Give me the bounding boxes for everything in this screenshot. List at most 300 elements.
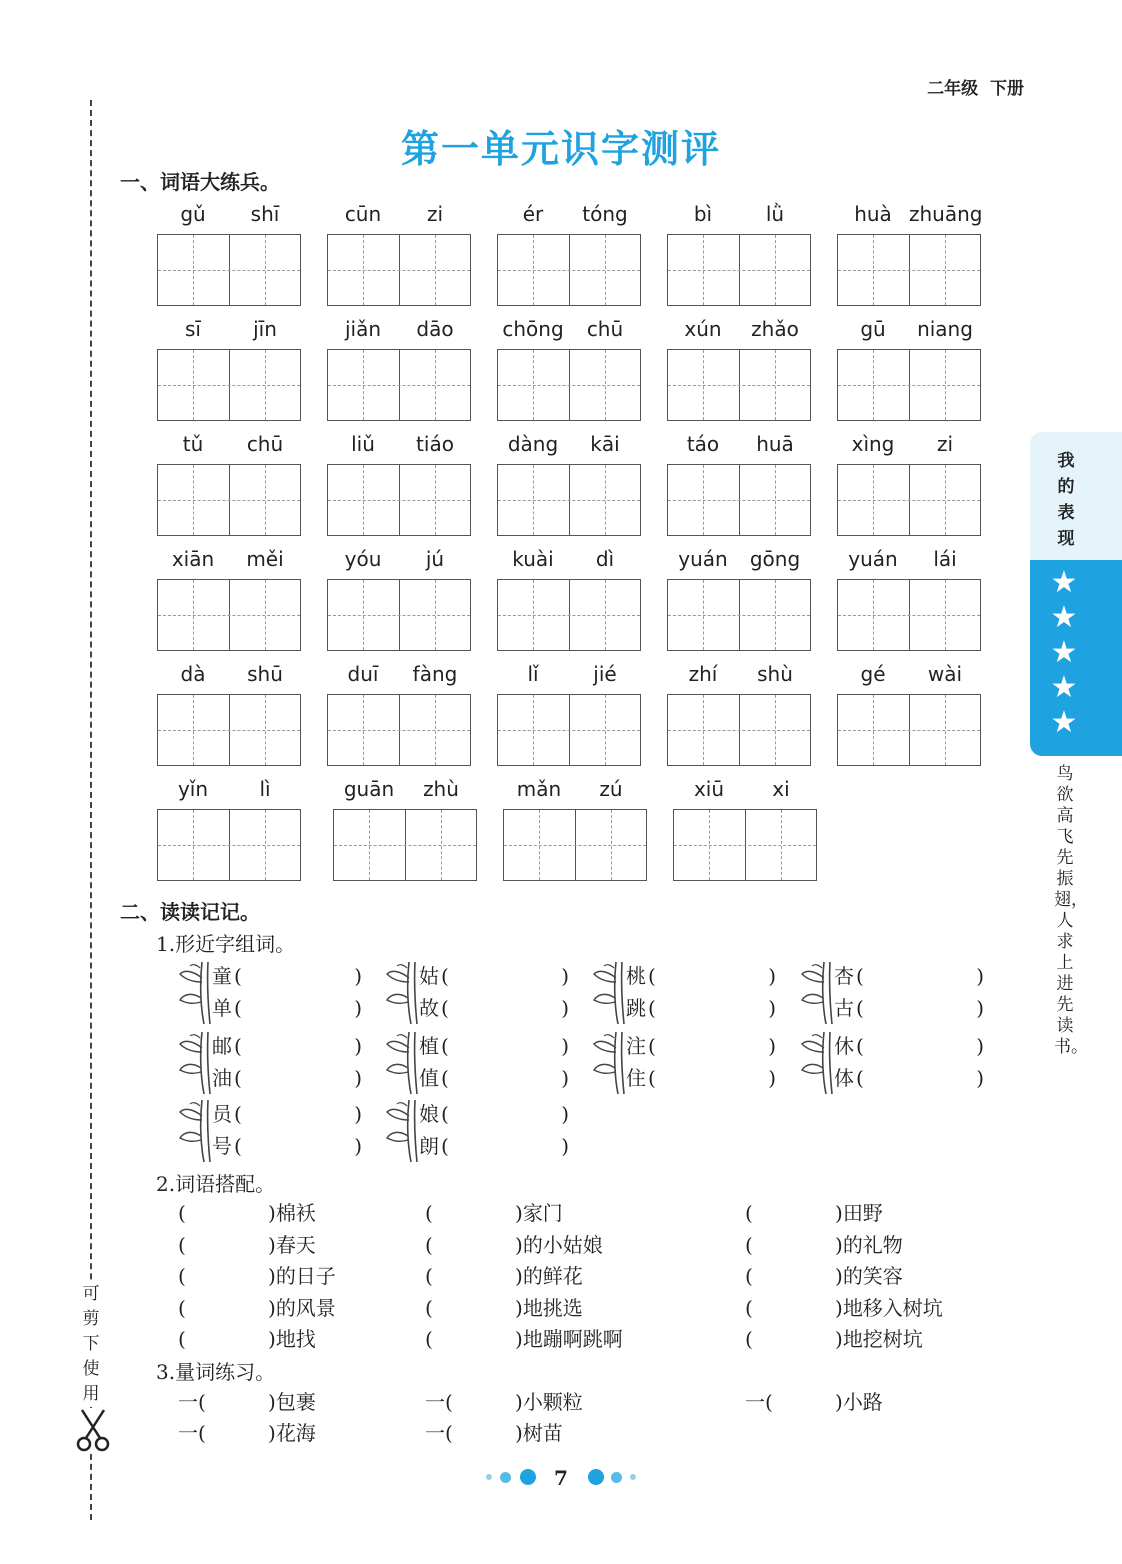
word-blank[interactable] [212,992,362,1024]
char: 员 [212,1102,232,1126]
grid-line [265,465,266,535]
grid-line [193,350,194,420]
char: 跳 [626,996,646,1020]
similar-char-group [800,960,990,1024]
grid-line [668,615,810,616]
measure-item[interactable] [178,1418,418,1448]
close-paren: ) [515,1232,523,1257]
grid-line [265,580,266,650]
tianzi-box[interactable] [497,579,641,651]
pinyin-label: gū [860,317,886,341]
word-text: 地挖树坑 [842,1327,923,1351]
close-paren: ) [561,1034,569,1058]
match-word [515,1198,563,1228]
word-blank[interactable] [834,1030,984,1062]
open-paren: ( [745,1232,753,1257]
word-text: 地挑选 [522,1295,583,1320]
word-blank[interactable] [212,1098,362,1130]
char: 值 [419,1066,439,1090]
pinyin-label: gǔ [180,202,206,226]
word-text: 的笑容 [842,1264,903,1288]
close-paren: ) [515,1327,523,1351]
close-paren: ) [354,1134,362,1158]
char: 姑 [419,964,439,988]
close-paren: ) [268,1295,276,1320]
tianzi-box[interactable] [157,464,301,536]
open-paren: ( [441,1066,449,1090]
grid-line [533,580,534,650]
grid-line [504,845,646,846]
match-item[interactable] [425,1198,665,1228]
match-item[interactable] [425,1261,665,1291]
similar-char-group [385,1030,575,1094]
char: 童 [212,964,232,988]
open-paren: ( [745,1201,753,1225]
match-word [268,1230,316,1260]
char: 单 [212,996,232,1020]
grid-line [363,580,364,650]
grid-line [674,845,816,846]
grid-line [193,810,194,880]
measure-prefix: 一( [178,1421,206,1445]
pinyin-label: chū [586,317,624,341]
close-paren: ) [976,964,984,988]
noun-text: 小颗粒 [522,1390,583,1414]
close-paren: ) [354,1066,362,1090]
star-icon[interactable]: ★ [1050,600,1078,635]
match-word [268,1293,336,1323]
similar-char-group [592,960,782,1024]
close-paren: ) [515,1201,523,1225]
open-paren: ( [745,1264,753,1288]
match-item[interactable] [745,1293,985,1323]
tianzi-box[interactable] [497,349,641,421]
measure-item[interactable] [178,1387,418,1417]
grid-line [158,270,300,271]
match-word [515,1324,623,1354]
grid-line [838,270,980,271]
grid-line [435,695,436,765]
tianzi-box[interactable] [327,694,471,766]
pinyin-label: shù [757,662,793,686]
motto: 鸟欲高飞先振翅，人求上进先读书。 [1054,764,1088,1057]
grid-line [703,465,704,535]
tianzi-box[interactable] [327,349,471,421]
pinyin-label: yuán [848,547,898,571]
pinyin-label: fàng [412,662,458,686]
pinyin-label: lì [259,777,271,801]
open-paren: ( [441,996,449,1020]
word-blank[interactable] [419,1030,569,1062]
pinyin-label: niang [917,317,973,341]
open-paren: ( [648,1034,656,1058]
word-blank[interactable] [419,1098,569,1130]
grid-line [668,500,810,501]
grid-line [668,385,810,386]
pinyin-label: jú [425,547,445,571]
grid-line [193,465,194,535]
page-title: 第一单元识字测评 [400,127,721,171]
grid-line [838,615,980,616]
close-paren: ) [835,1327,843,1351]
pinyin-label: zhuāng [909,202,983,226]
word-blank[interactable] [834,1062,984,1094]
grid-line [498,270,640,271]
close-paren: ) [768,1034,776,1058]
word-text: 的风景 [275,1295,336,1320]
match-item[interactable] [425,1230,665,1260]
match-item[interactable] [178,1324,418,1354]
match-word [268,1198,316,1228]
grid-line [775,695,776,765]
word-text: 的礼物 [842,1232,903,1257]
close-paren: ) [515,1295,523,1320]
match-item[interactable] [425,1293,665,1323]
noun-text: 包裹 [275,1390,316,1414]
grid-line [605,235,606,305]
tianzi-box[interactable] [667,579,811,651]
char: 植 [419,1034,439,1058]
word-blank[interactable] [419,1130,569,1162]
pinyin-label: kuài [512,547,554,571]
grid-line [838,500,980,501]
pinyin-label: yǐn [177,777,209,801]
measure-item[interactable] [425,1387,665,1417]
grade-label: 二年级 下册 [927,79,1024,99]
grid-line [158,845,300,846]
pinyin-label: bì [693,202,713,226]
close-paren: ) [354,1034,362,1058]
grid-line [838,385,980,386]
pinyin-label: zi [426,202,444,226]
tianzi-box[interactable] [333,809,477,881]
grid-line [775,465,776,535]
pinyin-label: ér [522,202,544,226]
grid-line [945,350,946,420]
star-icon[interactable]: ★ [1050,635,1078,670]
measure-word [268,1387,316,1417]
tianzi-box[interactable] [157,809,301,881]
close-paren: ) [835,1232,843,1257]
grid-line [781,810,782,880]
word-blank[interactable] [212,1062,362,1094]
match-item[interactable] [178,1198,418,1228]
measure-prefix: 一( [425,1421,453,1445]
grid-line [334,845,476,846]
pinyin-label: měi [246,547,284,571]
pinyin-label: zhǎo [751,317,799,341]
q2-title: 2.词语搭配。 [156,1172,276,1196]
word-blank[interactable] [419,960,569,992]
word-text: 的小姑娘 [522,1232,603,1257]
open-paren: ( [178,1295,186,1320]
grid-line [668,270,810,271]
word-text: 的日子 [275,1264,336,1288]
page-dot [630,1474,636,1480]
pinyin-label: xìng [851,432,895,456]
grid-line [775,350,776,420]
grid-line [193,580,194,650]
tianzi-box[interactable] [673,809,817,881]
pinyin-label: dà [180,662,206,686]
open-paren: ( [648,996,656,1020]
grid-line [328,500,470,501]
match-word [268,1324,316,1354]
close-paren: ) [835,1264,843,1288]
open-paren: ( [856,1066,864,1090]
grid-line [363,350,364,420]
tianzi-box[interactable] [327,464,471,536]
noun-text: 小路 [842,1390,883,1414]
grid-line [873,350,874,420]
pinyin-label: xún [684,317,722,341]
close-paren: ) [354,996,362,1020]
tianzi-box[interactable] [497,464,641,536]
close-paren: ) [561,1102,569,1126]
tianzi-box[interactable] [837,464,981,536]
match-item[interactable] [178,1230,418,1260]
grid-line [533,695,534,765]
pinyin-label: chū [246,432,284,456]
grid-line [605,350,606,420]
grid-line [265,235,266,305]
word-text: 地找 [275,1327,316,1351]
match-item[interactable] [425,1324,665,1354]
tianzi-box[interactable] [327,234,471,306]
tianzi-box[interactable] [667,349,811,421]
star-icon[interactable]: ★ [1050,670,1078,705]
word-text: 棉袄 [275,1201,316,1225]
grid-line [945,695,946,765]
pinyin-label: zi [936,432,954,456]
page-dot [588,1469,604,1485]
word-blank[interactable] [419,1062,569,1094]
close-paren: ) [561,996,569,1020]
section2-heading: 二、读读记记。 [120,900,260,924]
close-paren: ) [561,1134,569,1158]
close-paren: ) [515,1390,523,1414]
close-paren: ) [515,1264,523,1288]
word-blank[interactable] [212,1130,362,1162]
word-blank[interactable] [419,992,569,1024]
cut-instruction: 可剪下使用 [80,1282,102,1407]
word-text: 田野 [842,1201,883,1225]
page-dot [611,1472,622,1483]
tianzi-box[interactable] [157,234,301,306]
tianzi-box[interactable] [837,694,981,766]
pinyin-label: huā [756,432,794,456]
tianzi-box[interactable] [157,694,301,766]
match-word [835,1198,883,1228]
q1-title: 1.形近字组词。 [156,932,296,956]
match-item[interactable] [745,1324,985,1354]
grid-line [158,385,300,386]
grid-line [363,465,364,535]
grid-line [539,810,540,880]
open-paren: ( [648,1066,656,1090]
pinyin-label: gé [860,662,886,686]
grid-line [873,235,874,305]
grid-line [265,810,266,880]
grid-line [945,235,946,305]
measure-prefix: 一( [745,1390,773,1414]
grid-line [703,350,704,420]
grid-line [945,465,946,535]
pinyin-label: chōng [502,317,564,341]
pinyin-label: xi [772,777,790,801]
grid-line [158,500,300,501]
pinyin-label: kāi [590,432,620,456]
grid-line [605,580,606,650]
grid-line [775,580,776,650]
pinyin-label: zhí [688,662,718,686]
word-blank[interactable] [626,960,776,992]
open-paren: ( [178,1327,186,1351]
similar-char-group [178,1098,368,1162]
star-icon[interactable]: ★ [1050,565,1078,600]
word-blank[interactable] [212,960,362,992]
open-paren: ( [745,1295,753,1320]
char: 朗 [419,1134,439,1158]
open-paren: ( [856,1034,864,1058]
open-paren: ( [234,1066,242,1090]
open-paren: ( [425,1327,433,1351]
word-text: 地移入树坑 [842,1295,943,1320]
word-text: 家门 [522,1201,563,1225]
grid-line [435,465,436,535]
grid-line [363,695,364,765]
similar-char-group [385,1098,575,1162]
char: 号 [212,1134,232,1158]
noun-text: 树苗 [522,1421,563,1445]
tianzi-box[interactable] [497,694,641,766]
pinyin-label: lǐ [527,662,539,686]
grid-line [158,730,300,731]
open-paren: ( [856,964,864,988]
pinyin-label: yuán [678,547,728,571]
measure-word [268,1418,316,1448]
close-paren: ) [268,1201,276,1225]
grid-line [709,810,710,880]
pinyin-label: dì [595,547,615,571]
grid-line [435,350,436,420]
char: 体 [834,1066,854,1090]
grid-line [873,695,874,765]
pinyin-label: dāo [416,317,454,341]
grid-line [605,695,606,765]
match-word [835,1324,923,1354]
word-blank[interactable] [212,1030,362,1062]
pinyin-label: cūn [344,202,382,226]
tianzi-box[interactable] [327,579,471,651]
tianzi-box[interactable] [667,464,811,536]
open-paren: ( [425,1264,433,1288]
open-paren: ( [234,1102,242,1126]
pinyin-label: sī [185,317,201,341]
tianzi-box[interactable] [667,694,811,766]
match-item[interactable] [745,1230,985,1260]
tianzi-box[interactable] [157,349,301,421]
grid-line [838,730,980,731]
tianzi-box[interactable] [837,234,981,306]
word-blank[interactable] [626,992,776,1024]
match-item[interactable] [745,1198,985,1228]
grid-line [265,350,266,420]
close-paren: ) [268,1264,276,1288]
close-paren: ) [976,1034,984,1058]
tianzi-box[interactable] [837,349,981,421]
char: 住 [626,1066,646,1090]
pinyin-label: xiū [693,777,725,801]
close-paren: ) [354,1102,362,1126]
pinyin-label: huà [854,202,892,226]
tianzi-box[interactable] [837,579,981,651]
pinyin-label: dàng [507,432,559,456]
open-paren: ( [178,1232,186,1257]
measure-item[interactable] [425,1418,665,1448]
word-blank[interactable] [834,960,984,992]
performance-label: 我的表现 [1057,451,1075,549]
close-paren: ) [835,1390,843,1414]
word-blank[interactable] [626,1030,776,1062]
word-text: 春天 [275,1232,316,1257]
tianzi-box[interactable] [503,809,647,881]
tianzi-box[interactable] [157,579,301,651]
star-icon[interactable]: ★ [1050,705,1078,740]
word-blank[interactable] [626,1062,776,1094]
grid-line [498,730,640,731]
match-item[interactable] [178,1261,418,1291]
open-paren: ( [745,1327,753,1351]
open-paren: ( [441,1102,449,1126]
grid-line [703,695,704,765]
similar-char-group [178,1030,368,1094]
char: 故 [419,996,439,1020]
word-blank[interactable] [834,992,984,1024]
grid-line [328,615,470,616]
open-paren: ( [648,964,656,988]
close-paren: ) [768,996,776,1020]
pinyin-label: wài [927,662,963,686]
page-number: 7 [554,1466,568,1490]
close-paren: ) [268,1421,276,1445]
open-paren: ( [425,1232,433,1257]
close-paren: ) [268,1390,276,1414]
match-word [835,1293,943,1323]
grid-line [435,235,436,305]
tianzi-box[interactable] [497,234,641,306]
measure-item[interactable] [745,1387,985,1417]
open-paren: ( [234,1134,242,1158]
close-paren: ) [268,1327,276,1351]
similar-char-group [592,1030,782,1094]
tianzi-box[interactable] [667,234,811,306]
open-paren: ( [441,964,449,988]
char: 注 [626,1034,646,1058]
open-paren: ( [425,1295,433,1320]
match-item[interactable] [745,1261,985,1291]
pinyin-label: duī [347,662,379,686]
match-item[interactable] [178,1293,418,1323]
grid-line [605,465,606,535]
word-text: 的鲜花 [522,1264,583,1288]
pinyin-label: tǔ [182,432,204,456]
pinyin-label: liǔ [351,432,375,456]
measure-prefix: 一( [178,1390,206,1414]
open-paren: ( [178,1264,186,1288]
grid-line [498,615,640,616]
pinyin-label: yóu [344,547,382,571]
